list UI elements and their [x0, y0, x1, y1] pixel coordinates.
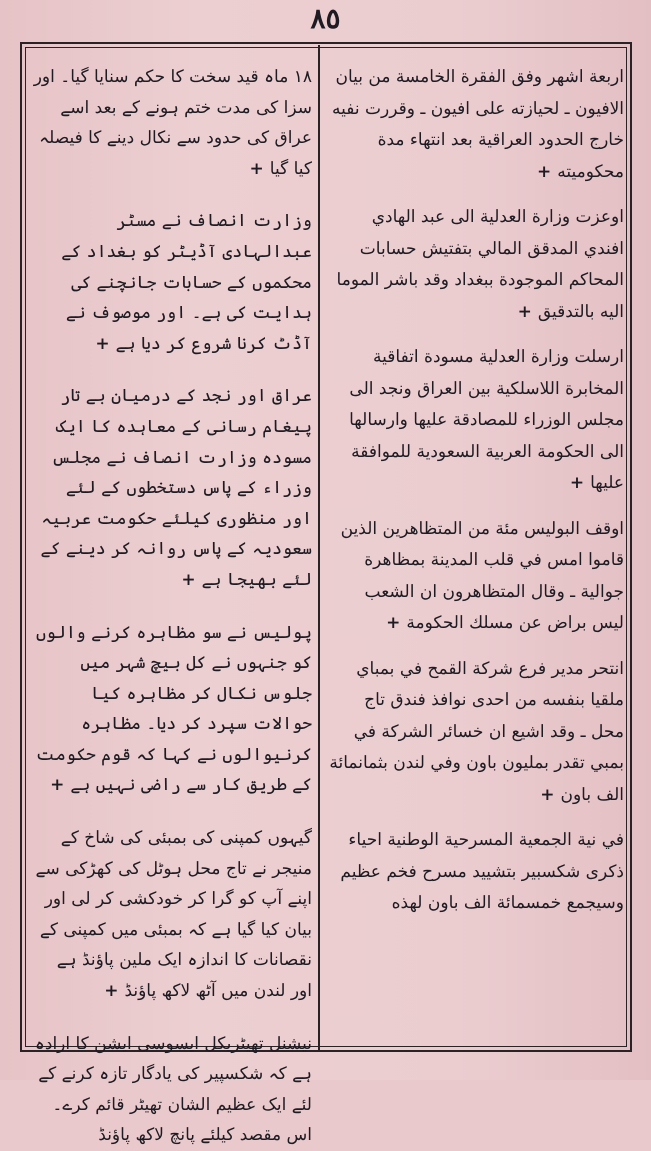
urdu-paragraph: وزارت انصاف نے مسٹر عبدالہادی آڈیٹر کو بغداد کے محکموں کے حسابات جانچنے کی ہدایت کی ہے۔ اور موصوف نے آڈٹ کرنا شروع کر دیا ہے+ — [61, 211, 312, 354]
urdu-paragraph: پولیس نے سو مظاہرہ کرنے والوں کو جنہوں نے کل بیچ شہر میں جلوس نکال کر مظاہرہ کیا حوالات سپرد کر دیا۔ مظاہرہ کرنیوالوں نے کہا کہ قوم حکومت کے طریق کار سے راضی نہیں ہے+ — [35, 622, 312, 796]
arabic-paragraph: انتحر مدير فرع شركة القمح في بمباي ملقيا بنفسه من احدى نوافذ فندق تاج محل ـ وقد اشيع ان خسائر الشركة في بمبي تقدر بمليون باون وفي لندن بثمانمائة الف باون+ — [329, 658, 624, 805]
arabic-paragraph: اوعزت وزارة العدلية الى عبد الهادي افندي المدقق المالي بتفتيش حسابات المحاكم الموجودة ببغداد وقد باشر الموما اليه بالتدقيق+ — [336, 207, 624, 322]
arabic-paragraph: اربعة اشهر وفق الفقرة الخامسة من بيان الافيون ـ لحيازته على افيون ـ وقررت نفيه خارج الحدود العراقية بعد انتهاء مدة محكوميته+ — [332, 67, 624, 182]
urdu-paragraph: ۱۸ ماہ قید سخت کا حکم سنایا گیا۔ اور سزا کی مدت ختم ہونے کے بعد اسے عراق کی حدود سے نکال دینے کا فیصلہ کیا گیا+ — [33, 67, 312, 179]
urdu-paragraph: گیہوں کمپنی کی بمبئی کی شاخ کے منیجر نے تاج محل ہوٹل کی کھڑکی سے اپنے آپ کو گرا کر خودکشی کر لی اور بیان کیا گیا ہے کہ بمبئی میں کمپنی کے نقصانات کا اندازہ ایک ملین پاؤنڈ ہے اور لندن میں آٹھ لاکھ پاؤنڈ+ — [35, 828, 312, 1002]
urdu-paragraph: عراق اور نجد کے درمیان بے تار پیغام رسانی کے معاہدہ کا ایک مسودہ وزارت انصاف نے مجلس وزراء کے پاس دستخطوں کے لئے اور منظوری کیلئے حکومت عربیہ سعودیہ کے پاس روانہ کر دینے کے لئے بھیجا ہے+ — [40, 386, 312, 590]
page-number: ٨٥ — [310, 2, 341, 35]
urdu-column — [32, 62, 312, 1146]
column-divider — [318, 45, 320, 1050]
arabic-paragraph: اوقف البوليس مئة من المتظاهرين الذين قاموا امس في قلب المدينة بمظاهرة جوالية ـ وقال المتظاهرون ان الشعب ليس براض عن مسلك الحكومة+ — [340, 518, 624, 633]
arabic-paragraph: في نية الجمعية المسرحية الوطنية احياء ذكرى شكسبير بتشييد مسرح فخم عظيم وسيجمع خمسمائة الف باون لهذه — [340, 830, 624, 913]
urdu-paragraph: نیشنل تھیٹریکل ایسوسی ایشن کا ارادہ ہے کہ شکسپیر کی یادگار تازہ کرنے کے لئے ایک عظیم الشان تھیٹر قائم کرے۔ اس مقصد کیلئے پانچ لاکھ پاؤنڈ — [34, 1033, 312, 1146]
arabic-column — [328, 62, 624, 1042]
arabic-paragraph: ارسلت وزارة العدلية مسودة اتفاقية المخابرة اللاسلكية بين العراق ونجد الى مجلس الوزراء للمصادقة عليها وارسالها الى الحكومة العربية السعودية للموافقة عليها+ — [349, 347, 624, 493]
